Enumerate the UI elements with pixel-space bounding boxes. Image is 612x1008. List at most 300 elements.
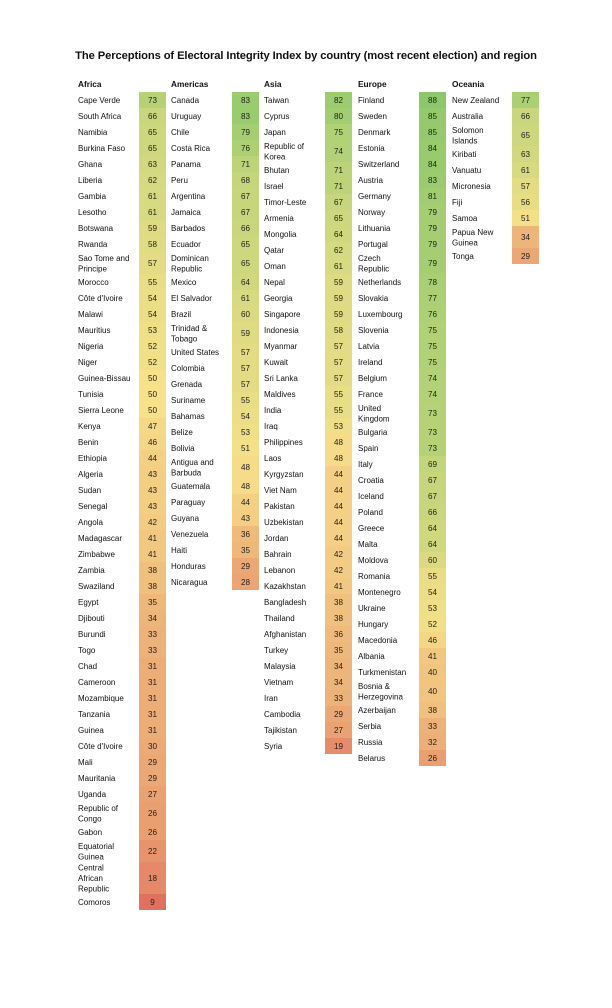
value-label: 76 [240,144,251,153]
country-label: Nigeria [78,342,104,351]
value-label: 57 [520,182,531,191]
country-label: Viet Nam [264,486,297,495]
country-label: Iceland [358,492,384,501]
country-label: Lesotho [78,208,107,217]
country-label: Iran [264,694,278,703]
value-label: 26 [147,809,158,818]
value-label: 28 [240,578,251,587]
value-label: 57 [147,259,158,268]
value-label: 31 [147,678,158,687]
value-label: 43 [147,470,158,479]
country-label: Côte d'Ivoire [78,294,123,303]
value-label: 56 [520,198,531,207]
region-header-asia: Asia [264,79,282,89]
country-label: United States [171,348,220,357]
country-label: Latvia [358,342,380,351]
value-label: 64 [427,524,438,533]
value-label: 57 [240,364,251,373]
value-label: 38 [427,706,438,715]
value-label: 38 [147,582,158,591]
value-label: 55 [333,390,344,399]
country-label: Bangladesh [264,598,307,607]
value-label: 79 [427,259,438,268]
country-label: Armenia [264,214,294,223]
value-label: 35 [333,646,344,655]
country-label: Bosnia & Herzegovina [358,681,403,702]
country-label: Bahrain [264,550,292,559]
value-label: 61 [147,192,158,201]
value-label: 51 [240,444,251,453]
value-label: 34 [147,614,158,623]
country-label: Venezuela [171,530,209,539]
country-label: Equatorial Guinea [78,841,115,862]
country-label: Uruguay [171,112,202,121]
country-label: Sierra Leone [78,406,124,415]
country-label: Suriname [171,396,206,405]
country-label: Costa Rica [171,144,211,153]
value-label: 42 [333,550,344,559]
country-label: Indonesia [264,326,299,335]
value-label: 84 [427,160,438,169]
value-label: 44 [333,518,344,527]
value-label: 67 [333,198,344,207]
country-label: Albania [358,652,385,661]
country-label: Tonga [452,252,474,261]
value-label: 73 [427,428,438,437]
country-label: Kuwait [264,358,289,367]
value-label: 57 [333,374,344,383]
country-label: Luxembourg [358,310,403,319]
country-label: Comoros [78,898,111,907]
value-label: 46 [427,636,438,645]
value-label: 29 [333,710,344,719]
country-label: Malawi [78,310,103,319]
country-label: Georgia [264,294,293,303]
country-label: Portugal [358,240,388,249]
country-label: Chile [171,128,190,137]
value-label: 55 [240,396,251,405]
value-label: 44 [240,498,251,507]
value-label: 75 [427,358,438,367]
value-label: 31 [147,694,158,703]
value-label: 31 [147,662,158,671]
value-label: 85 [427,112,438,121]
value-label: 48 [240,463,251,472]
value-label: 29 [240,562,251,571]
country-label: Tajikistan [264,726,297,735]
value-label: 30 [147,742,158,751]
country-label: Belgium [358,374,387,383]
value-label: 73 [427,444,438,453]
value-label: 38 [333,614,344,623]
value-label: 51 [520,214,531,223]
value-label: 74 [333,147,344,156]
value-label: 79 [427,240,438,249]
value-label: 50 [147,390,158,399]
country-label: Senegal [78,502,108,511]
country-label: Oman [264,262,286,271]
country-label: Benin [78,438,99,447]
country-label: Slovenia [358,326,389,335]
value-label: 77 [520,96,531,105]
country-label: Dominican Republic [171,253,209,274]
value-label: 41 [147,550,158,559]
country-label: India [264,406,282,415]
country-label: Thailand [264,614,295,623]
value-label: 19 [333,742,344,751]
country-label: Kiribati [452,150,477,159]
value-label: 75 [333,128,344,137]
value-label: 59 [147,224,158,233]
country-label: New Zealand [452,96,500,105]
value-label: 38 [333,598,344,607]
country-label: Zimbabwe [78,550,115,559]
country-label: Panama [171,160,201,169]
country-label: Israel [264,182,284,191]
country-label: Qatar [264,246,285,255]
country-label: United Kingdom [358,403,390,424]
country-label: Egypt [78,598,99,607]
value-label: 55 [147,278,158,287]
value-label: 46 [147,438,158,447]
value-label: 84 [427,144,438,153]
value-label: 48 [240,482,251,491]
value-label: 79 [427,224,438,233]
value-label: 50 [147,374,158,383]
country-label: Madagascar [78,534,123,543]
value-label: 73 [427,409,438,418]
value-label: 48 [333,454,344,463]
country-label: Honduras [171,562,206,571]
value-label: 77 [427,294,438,303]
value-label: 9 [150,898,155,907]
country-label: Moldova [358,556,389,565]
value-label: 75 [427,326,438,335]
value-label: 81 [427,192,438,201]
country-label: Macedonia [358,636,398,645]
country-label: Estonia [358,144,385,153]
country-label: Haiti [171,546,188,555]
value-label: 35 [147,598,158,607]
country-label: El Salvador [171,294,212,303]
value-label: 83 [427,176,438,185]
value-label: 85 [427,128,438,137]
value-label: 61 [147,208,158,217]
country-label: Cyprus [264,112,290,121]
country-label: Samoa [452,214,478,223]
value-label: 67 [427,492,438,501]
value-label: 59 [240,329,251,338]
country-label: Fiji [452,198,463,207]
country-label: Jordan [264,534,289,543]
country-label: Republic of Congo [78,803,119,824]
country-label: Czech Republic [358,253,390,274]
country-label: Netherlands [358,278,402,287]
value-label: 33 [147,646,158,655]
value-label: 53 [333,422,344,431]
country-label: Togo [78,646,96,655]
country-label: Sweden [358,112,387,121]
country-label: Jamaica [171,208,201,217]
country-label: Morocco [78,278,109,287]
value-label: 44 [333,502,344,511]
country-label: Japan [264,128,286,137]
value-label: 55 [427,572,438,581]
value-label: 57 [240,380,251,389]
country-label: Algeria [78,470,103,479]
country-label: Sri Lanka [264,374,298,383]
country-label: Kazakhstan [264,582,306,591]
country-label: Liberia [78,176,103,185]
region-header-europe: Europe [358,79,387,89]
value-label: 53 [427,604,438,613]
value-label: 43 [147,486,158,495]
country-label: Lebanon [264,566,296,575]
country-label: Cameroon [78,678,116,687]
value-label: 65 [333,214,344,223]
country-label: Paraguay [171,498,206,507]
value-label: 42 [147,518,158,527]
country-label: Taiwan [264,96,289,105]
country-label: Hungary [358,620,389,629]
country-label: Botswana [78,224,114,233]
country-label: Ireland [358,358,383,367]
value-label: 31 [147,710,158,719]
country-label: Central African Republic [78,863,110,894]
value-label: 79 [427,208,438,217]
country-label: Australia [452,112,484,121]
country-label: Swaziland [78,582,115,591]
chart-title: The Perceptions of Electoral Integrity Index by country (most recent election) and region [75,50,537,62]
country-label: Uzbekistan [264,518,304,527]
country-label: Gabon [78,828,103,837]
country-label: Azerbaijan [358,706,396,715]
country-label: Nepal [264,278,285,287]
value-label: 31 [147,726,158,735]
country-label: Argentina [171,192,206,201]
value-label: 35 [240,546,251,555]
value-label: 50 [147,406,158,415]
value-label: 83 [240,112,251,121]
value-label: 54 [147,294,158,303]
country-label: Timor-Leste [264,198,307,207]
value-label: 42 [333,566,344,575]
value-label: 57 [240,348,251,357]
country-label: Afghanistan [264,630,307,639]
value-label: 26 [147,828,158,837]
value-label: 44 [333,534,344,543]
country-label: Republic of Korea [264,141,305,162]
country-label: Vietnam [264,678,294,687]
country-label: Micronesia [452,182,491,191]
country-label: Sao Tome and Principe [78,253,130,274]
country-label: Germany [358,192,391,201]
value-label: 47 [147,422,158,431]
country-label: Myanmar [264,342,298,351]
value-label: 36 [240,530,251,539]
country-label: Nicaragua [171,578,208,587]
country-label: Mozambique [78,694,124,703]
value-label: 57 [333,358,344,367]
value-label: 78 [427,278,438,287]
value-label: 64 [427,540,438,549]
value-label: 71 [240,160,251,169]
country-label: Guatemala [171,482,211,491]
value-label: 34 [333,662,344,671]
value-label: 65 [520,131,531,140]
value-label: 64 [333,230,344,239]
value-label: 59 [333,294,344,303]
country-label: Slovakia [358,294,389,303]
value-label: 65 [240,240,251,249]
region-header-americas: Americas [171,79,209,89]
value-label: 67 [240,208,251,217]
country-label: Vanuatu [452,166,482,175]
value-label: 69 [427,460,438,469]
country-label: Guinea [78,726,104,735]
value-label: 59 [333,310,344,319]
value-label: 34 [333,678,344,687]
country-label: Singapore [264,310,301,319]
country-label: Bolivia [171,444,195,453]
country-label: Finland [358,96,385,105]
country-label: Colombia [171,364,205,373]
value-label: 66 [147,112,158,121]
region-header-oceania: Oceania [452,79,485,89]
country-label: Barbados [171,224,206,233]
country-label: Malta [358,540,378,549]
country-label: Burundi [78,630,106,639]
value-label: 57 [333,342,344,351]
value-label: 63 [520,150,531,159]
country-label: Maldives [264,390,296,399]
country-label: Zambia [78,566,105,575]
country-label: Ukraine [358,604,386,613]
value-label: 67 [240,192,251,201]
country-label: Croatia [358,476,384,485]
country-label: Ethiopia [78,454,107,463]
country-label: Romania [358,572,391,581]
value-label: 66 [240,224,251,233]
value-label: 44 [333,486,344,495]
value-label: 71 [333,182,344,191]
value-label: 41 [427,652,438,661]
value-label: 80 [333,112,344,121]
value-label: 38 [147,566,158,575]
country-label: Laos [264,454,282,463]
value-label: 62 [333,246,344,255]
country-label: Bahamas [171,412,205,421]
country-label: Namibia [78,128,108,137]
value-label: 74 [427,374,438,383]
value-label: 82 [333,96,344,105]
value-label: 61 [240,294,251,303]
country-label: Mauritius [78,326,111,335]
value-label: 18 [147,874,158,883]
value-label: 53 [240,428,251,437]
country-label: Côte d'Ivoire [78,742,123,751]
value-label: 75 [427,342,438,351]
country-label: Gambia [78,192,107,201]
country-label: Switzerland [358,160,400,169]
country-label: Antigua and Barbuda [171,457,214,478]
country-label: Belarus [358,754,386,763]
country-label: Mali [78,758,93,767]
value-label: 61 [333,262,344,271]
value-label: 52 [147,342,158,351]
value-label: 73 [147,96,158,105]
country-label: Djibouti [78,614,105,623]
value-label: 29 [147,774,158,783]
country-label: Ecuador [171,240,201,249]
country-label: Grenada [171,380,203,389]
value-label: 53 [147,326,158,335]
country-label: Solomon Islands [452,125,484,146]
value-label: 29 [147,758,158,767]
value-label: 65 [147,128,158,137]
country-label: Papua New Guinea [452,227,494,248]
value-label: 34 [520,233,531,242]
value-label: 33 [147,630,158,639]
country-label: Guyana [171,514,200,523]
country-label: Mauritania [78,774,116,783]
country-label: France [358,390,383,399]
value-label: 60 [240,310,251,319]
value-label: 71 [333,166,344,175]
value-label: 41 [333,582,344,591]
value-label: 58 [333,326,344,335]
value-label: 67 [427,476,438,485]
country-label: Iraq [264,422,278,431]
value-label: 26 [427,754,438,763]
value-label: 33 [333,694,344,703]
value-label: 27 [333,726,344,735]
country-label: Philippines [264,438,303,447]
value-label: 41 [147,534,158,543]
country-label: Brazil [171,310,192,319]
country-label: South Africa [78,112,122,121]
value-label: 66 [520,112,531,121]
country-label: Montenegro [358,588,401,597]
value-label: 74 [427,390,438,399]
value-label: 52 [147,358,158,367]
country-label: Burkina Faso [78,144,126,153]
value-label: 59 [333,278,344,287]
value-label: 65 [240,259,251,268]
country-label: Uganda [78,790,107,799]
value-label: 66 [427,508,438,517]
value-label: 43 [147,502,158,511]
country-label: Guinea-Bissau [78,374,131,383]
value-label: 54 [240,412,251,421]
value-label: 63 [147,160,158,169]
value-label: 83 [240,96,251,105]
country-label: Kenya [78,422,101,431]
value-label: 88 [427,96,438,105]
country-label: Niger [78,358,98,367]
country-label: Turkey [264,646,289,655]
country-label: Cambodia [264,710,301,719]
value-label: 43 [240,514,251,523]
value-label: 29 [520,252,531,261]
country-label: Tanzania [78,710,111,719]
value-label: 40 [427,668,438,677]
country-label: Greece [358,524,385,533]
country-label: Mexico [171,278,197,287]
region-header-africa: Africa [78,79,102,89]
country-label: Norway [358,208,386,217]
country-label: Belize [171,428,193,437]
